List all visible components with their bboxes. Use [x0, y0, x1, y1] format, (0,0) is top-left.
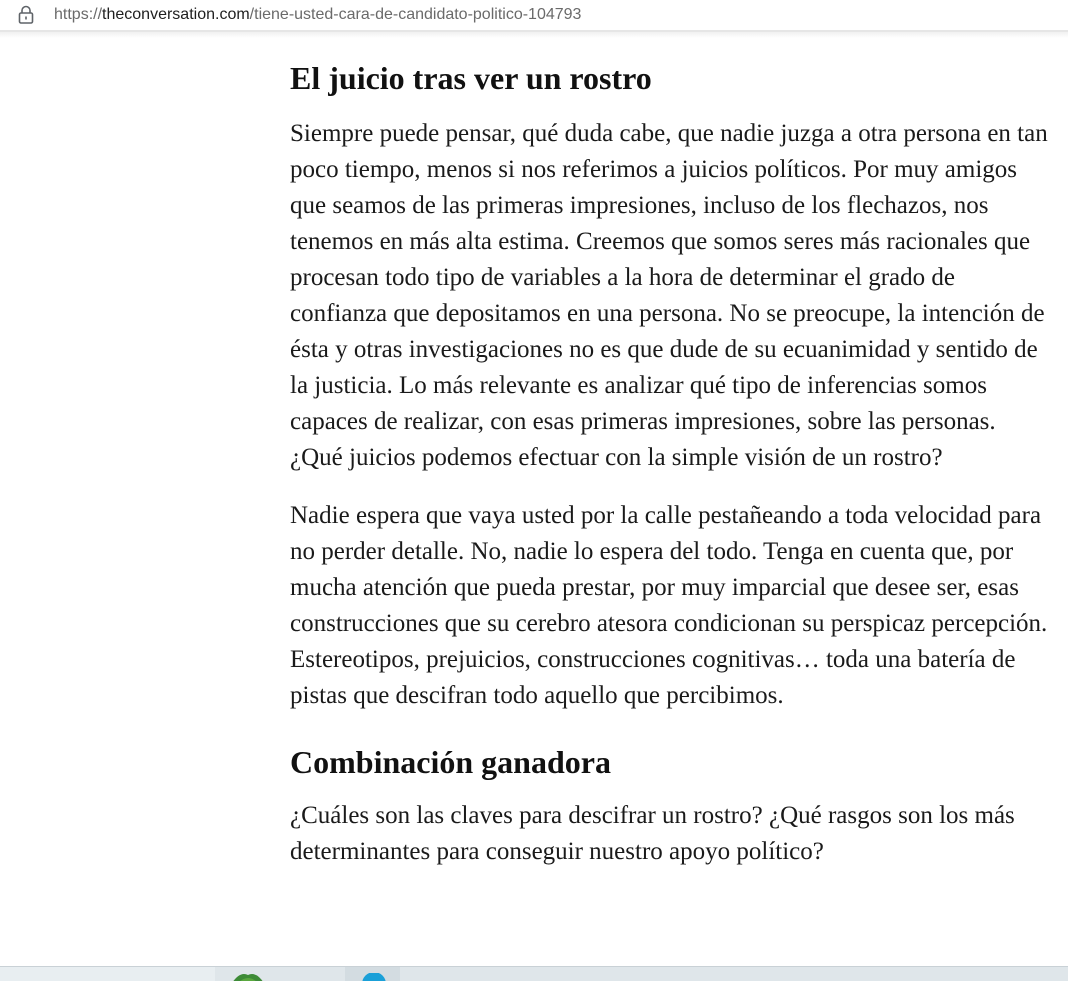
- section-heading-juicio: El juicio tras ver un rostro: [290, 60, 652, 96]
- taskbar: [0, 966, 1068, 981]
- lock-icon[interactable]: [18, 4, 34, 26]
- palm-tree-icon[interactable]: [228, 970, 268, 981]
- paragraph-3: ¿Cuáles son las claves para descifrar un rostro? ¿Qué rasgos son los más determinantes para conseguir nuestro apoyo político?: [290, 802, 1015, 865]
- url-host: theconversation.com: [102, 6, 250, 23]
- edge-browser-icon[interactable]: [362, 971, 386, 981]
- url-scheme: https://: [54, 6, 103, 23]
- paragraph-2: Nadie espera que vaya usted por la calle pestañeando a toda velocidad para no perder detalle. No, nadie lo espera del todo. Tenga en cuenta que, por mucha atención que pueda prestar, por muy imparcial que desee ser, esas construcciones que su cerebro atesora condicionan su perspicaz percepción. Estereotipos, prejuicios, construcciones cognitivas… toda una batería de pistas que descifran todo aquello que percibimos.: [290, 502, 1048, 709]
- paragraph-1: Siempre puede pensar, qué duda cabe, que nadie juzga a otra persona en tan poco tiempo, menos si nos referimos a juicios políticos. Por muy amigos que seamos de las primeras impresiones, incluso de los flechazos, nos tenemos en más alta estima. Creemos que somos seres más racionales que procesan todo tipo de variables a la hora de determinar el grado de confianza que depositamos en una persona. No se preocupe, la intención de ésta y otras investigaciones no es que dude de su ecuanimidad y sentido de la justicia. Lo más relevante es analizar qué tipo de inferencias somos capaces de realizar, con esas primeras impresiones, sobre las personas. ¿Qué juicios podemos efectuar con la simple visión de un rostro?: [290, 120, 1048, 471]
- url-path: /tiene-usted-cara-de-candidato-politico-104793: [249, 6, 582, 23]
- article-body: [290, 54, 1050, 870]
- app-icon[interactable]: [556, 976, 566, 981]
- app-icon[interactable]: [492, 975, 508, 981]
- app-icon[interactable]: [672, 976, 694, 981]
- taskbar-search-area[interactable]: [0, 967, 215, 981]
- address-bar[interactable]: [0, 0, 1068, 30]
- app-icon[interactable]: [620, 976, 636, 981]
- url-text[interactable]: [54, 6, 581, 24]
- section-heading-combinacion: Combinación ganadora: [290, 744, 611, 780]
- toolbar-divider: [0, 30, 1068, 38]
